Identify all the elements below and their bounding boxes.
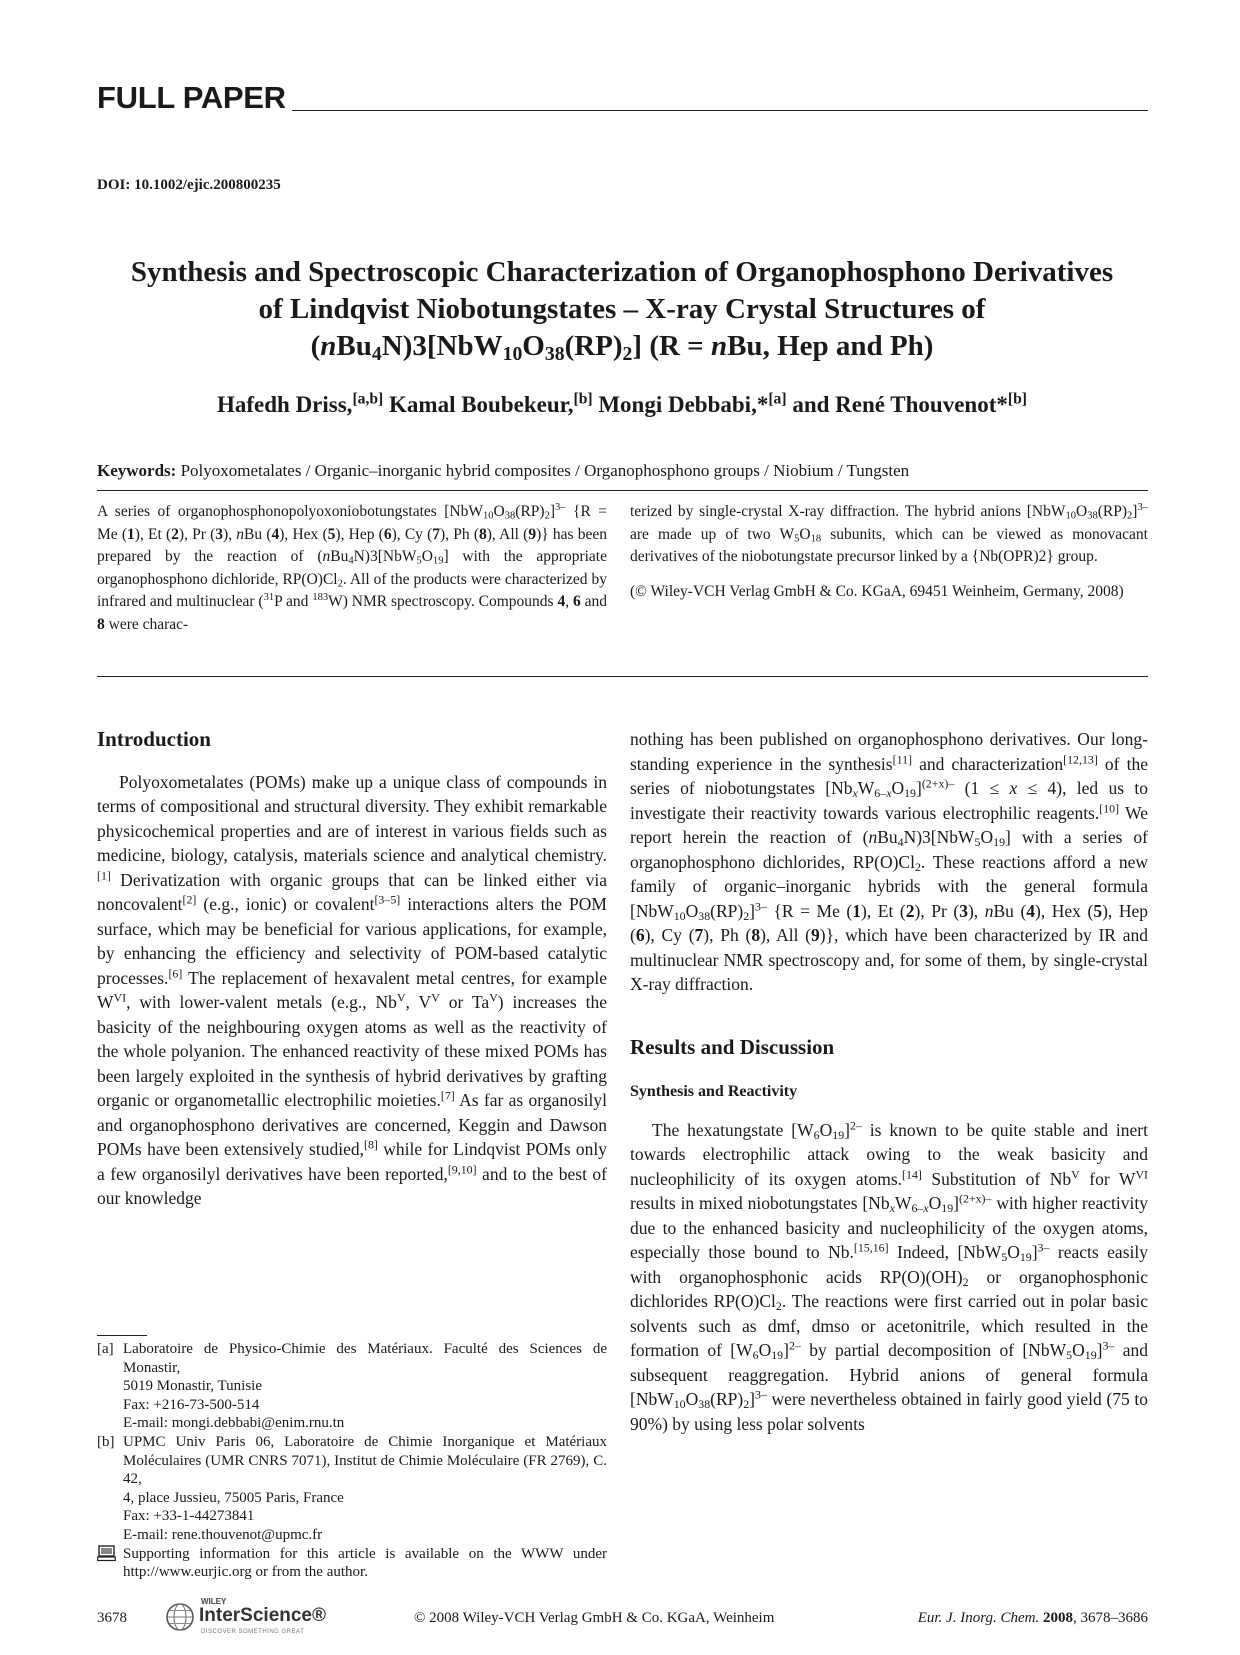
- page-footer: [97, 1598, 1148, 1638]
- abstract-top-rule: [97, 490, 1148, 491]
- title-line-3: $(nBu_4N)3[NbW_{10}O_{38}(RP)_2] (R$ = nBu, Hep and Ph): [310, 330, 934, 365]
- affiliation-b: [97, 1433, 607, 1545]
- affiliation-a-line: 5019 Monastir, Tunisie: [123, 1378, 263, 1395]
- synthesis-subheading: Synthesis and Reactivity: [630, 1083, 798, 1100]
- affiliation-b-line: Fax: +33-1-44273841: [123, 1508, 255, 1525]
- page-number: 3678: [97, 1610, 127, 1626]
- affiliation-a-marker: [a]: [97, 1341, 114, 1357]
- journal-name: Eur. J. Inorg. Chem.: [917, 1610, 1040, 1626]
- abstract-left: A series of organophosphonopolyoxoniobotungstates $[NbW_{10}O_{38}(RP)_2]^{3-}$ {R = Me (1), Et (2), Pr (3), nBu (4), Hex (5), Hep (6), Cy (7), Ph (8), All (9)} has been prepared by the reaction of $(nBu_4N)3[NbW_5O_{19}]$ with the appropriate organophosphono dichloride, $RP(O)Cl_2$. All of the products were characterized by infrared and multinuclear ($^{31}$P and $^{183}$W) NMR spectroscopy. Compounds 4, 6 and 8 were charac-: [97, 502, 607, 633]
- journal-pages: , 3678–3686: [1073, 1610, 1148, 1626]
- left-column: [97, 727, 607, 1211]
- globe-icon: [165, 1602, 195, 1632]
- keywords-text: Polyoxometalates / Organic–inorganic hybrid composites / Organophosphono groups / Niobium / Tungsten: [180, 461, 910, 480]
- article-title: [97, 254, 1147, 365]
- keywords-label: Keywords:: [97, 461, 177, 480]
- journal-year: 2008: [1043, 1610, 1073, 1626]
- supporting-info-text: Supporting information for this article is available on the WWW under http://www.eurjic.org or from the author.: [123, 1545, 607, 1581]
- affiliations: [97, 1340, 607, 1582]
- doi: DOI: 10.1002/ejic.200800235: [97, 177, 281, 193]
- journal-citation: [918, 1610, 1148, 1627]
- affiliation-a-line: Fax: +216-73-500-514: [123, 1396, 260, 1413]
- right-column: [630, 727, 1148, 1436]
- affiliation-b-marker: [b]: [97, 1433, 115, 1450]
- abstract-right: [630, 501, 1148, 603]
- header-rule: [292, 110, 1148, 111]
- footer-copyright: © 2008 Wiley-VCH Verlag GmbH & Co. KGaA, Weinheim: [414, 1610, 775, 1626]
- affiliation-b-line: UPMC Univ Paris 06, Laboratoire de Chimie Inorganique et Matériaux Moléculaires (UMR CNRS 7071), Institut de Chimie Moléculaire (FR 2769), C. 42,: [123, 1433, 607, 1488]
- section-label: FULL PAPER: [97, 80, 286, 115]
- supporting-information: [97, 1545, 607, 1582]
- logo-tagline: DISCOVER SOMETHING GREAT: [201, 1629, 305, 1635]
- footnote-rule: [97, 1335, 147, 1336]
- affiliation-a-line: Laboratoire de Physico-Chimie des Matériaux. Faculté des Sciences de Monastir,: [123, 1341, 607, 1376]
- abstract-copyright: (© Wiley-VCH Verlag GmbH & Co. KGaA, 69451 Weinheim, Germany, 2008): [630, 582, 1124, 600]
- computer-icon: [97, 1545, 123, 1582]
- abstract-right-text: terized by single-crystal X-ray diffraction. The hybrid anions $[NbW_{10}O_{38}(RP)_2]^{3-}$ are made up of two $W_5O_{18}$ subunits, which can be viewed as monovacant derivatives of the niobotungstate precursor linked by a {Nb(OPR)2} group.: [630, 502, 1148, 565]
- introduction-heading: Introduction: [97, 727, 211, 751]
- results-heading: Results and Discussion: [630, 1034, 835, 1059]
- results-paragraph-1: The hexatungstate $[W_6O_{19}]^{2-}$ is known to be quite stable and inert towards electrophilic attack owing to the weak basicity and nucleophilicity of its oxygen atoms.[14] Substitution of $Nb^V$ for $W^{VI}$ results in mixed niobotungstates $[Nb_xW_{6-x}O_{19}]^{(2+x)-}$ with higher reactivity due to the enhanced basicity and nucleophilicity of the oxygen atoms, especially those bound to Nb.[15,16] Indeed, $[NbW_5O_{19}]^{3-}$ reacts easily with organophosphonic acids $RP(O)(OH)_2$ or organophosphonic dichlorides $RP(O)Cl_2$. The reactions were first carried out in polar basic solvents such as dmf, dmso or acetonitrile, which resulted in the formation of $[W_6O_{19}]^{2-}$ by partial decomposition of $[NbW_5O_{19}]^{3-}$ and subsequent reaggregation. Hybrid anions of general formula $[NbW_{10}O_{38}(RP)_2]^{3-}$ were nevertheless obtained in fairly good yield (75 to 90%) by using less polar solvents: [630, 1117, 1149, 1434]
- interscience-logo: [165, 1598, 355, 1638]
- wiley-mark: WILEY: [201, 1597, 227, 1606]
- keywords: [97, 461, 1148, 481]
- affiliation-a-line: E-mail: mongi.debbabi@enim.rnu.tn: [123, 1415, 345, 1432]
- introduction-paragraph-1: Polyoxometalates (POMs) make up a unique class of compounds in terms of compositional and structural diversity. They exhibit remarkable physicochemical properties and are of interest in various fields such as medicine, biology, catalysis, materials science and analytical chemistry.[1] Derivatization with organic groups that can be linked either via noncovalent[2] (e.g., ionic) or covalent[3–5] interactions alters the POM surface, which may be beneficial for various applications, for example, by enhancing the efficiency and selectivity of POM-based catalytic processes.[6] The replacement of hexavalent metal centres, for example $W^{VI}$, with lower-valent metals (e.g., $Nb^V$, $V^V$ or $Ta^V$) increases the basicity of the neighbouring oxygen atoms as well as the reactivity of the whole polyanion. The enhanced reactivity of these mixed POMs has been largely exploited in the synthesis of hybrid derivatives by grafting organic or organometallic electrophilic moieties.[7] As far as organosilyl and organophosphono derivatives are concerned, Keggin and Dawson POMs have been extensively studied,[8] while for Lindqvist POMs only a few organosilyl derivatives have been reported,[9,10] and to the best of our knowledge: [97, 771, 608, 1208]
- abstract-bottom-rule: [97, 676, 1148, 677]
- introduction-paragraph-2: nothing has been published on organophosphono derivatives. Our long-standing experience in the synthesis[11] and characterization[12,13] of the series of niobotungstates $[Nb_xW_{6-x}O_{19}]^{(2+x)-}$ (1 ≤ x ≤ 4), led us to investigate their reactivity towards various electrophilic reagents.[10] We report herein the reaction of $(nBu_4N)3[NbW_5O_{19}]$ with a series of organophosphono dichlorides, $RP(O)Cl_2$. These reactions afford a new family of organic–inorganic hybrids with the general formula $[NbW_{10}O_{38}(RP)_2]^{3-}$ {R = Me (1), Et (2), Pr (3), nBu (4), Hex (5), Hep (6), Cy (7), Ph (8), All (9)}, which have been characterized by IR and multinuclear NMR spectroscopy and, for some of them, by single-crystal X-ray diffraction.: [630, 729, 1149, 994]
- author-list: Hafedh Driss,[a,b] Kamal Boubekeur,[b] Mongi Debbabi,*[a] and René Thouvenot*[b]: [216, 390, 1027, 417]
- affiliation-b-line: 4, place Jussieu, 75005 Paris, France: [123, 1489, 344, 1506]
- affiliation-b-line: E-mail: rene.thouvenot@upmc.fr: [123, 1526, 323, 1543]
- interscience-wordmark: InterScience®: [199, 1605, 326, 1626]
- title-line-2: of Lindqvist Niobotungstates – X-ray Crystal Structures of: [258, 293, 986, 325]
- title-line-1: Synthesis and Spectroscopic Characterization of Organophosphono Derivatives: [130, 256, 1114, 288]
- affiliation-a: [97, 1340, 607, 1433]
